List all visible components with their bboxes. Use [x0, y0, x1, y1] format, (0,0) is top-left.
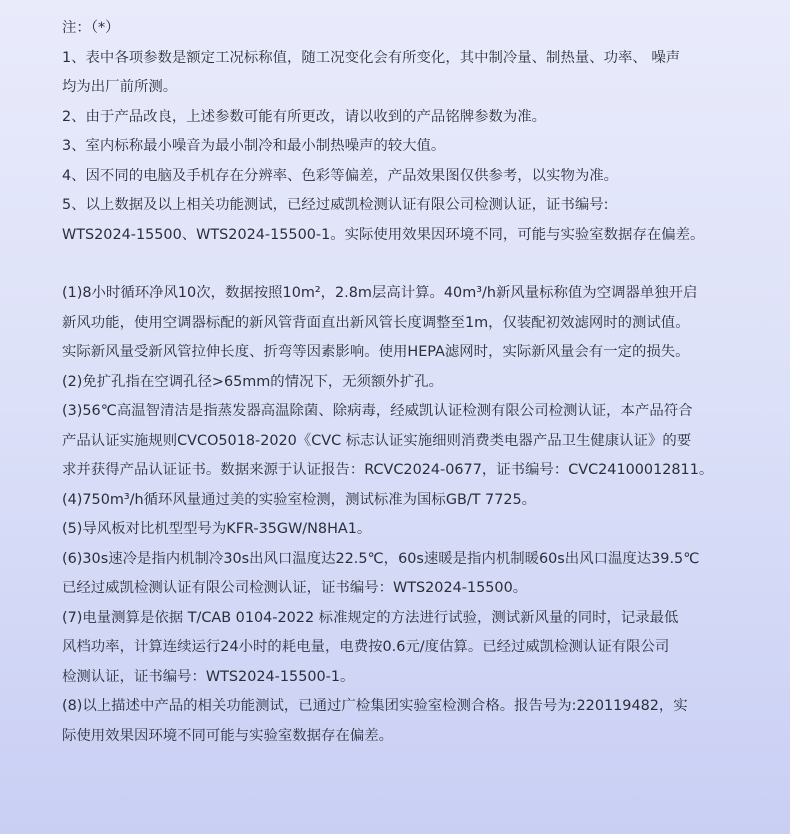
footnote-line: 求并获得产品认证证书。数据来源于认证报告：RCVC2024-0677，证书编号：CVC24100012811。: [62, 462, 714, 478]
section-spacer: [62, 250, 730, 279]
note-line: 均为出厂前所测。: [62, 79, 178, 95]
footnote-line: 产品认证实施规则CVCO5018-2020《CVC 标志认证实施细则消费类电器产品卫生健康认证》的要: [62, 432, 692, 449]
note-line: 1、表中各项参数是额定工况标称值，随工况变化会有所变化，其中制冷量、制热量、功率、 噪声: [62, 49, 681, 66]
footnote-line: 新风功能，使用空调器标配的新风管背面直出新风管长度调整至1m，仅装配初效滤网时的测试值。: [62, 314, 690, 331]
footnote-line: (6)30s速冷是指内机制冷30s出风口温度达22.5℃，60s速暖是指内机制暖60s出风口温度达39.5℃: [62, 550, 700, 567]
footnotes-list: [62, 279, 730, 751]
notes-list: [62, 44, 730, 251]
footnote-line: (4)750m³/h循环风量通过美的实验室检测，测试标准为国标GB/T 7725。: [62, 491, 537, 508]
footnote-line: 已经过威凯检测认证有限公司检测认证，证书编号：WTS2024-15500。: [62, 580, 528, 596]
footnote-line: (5)导风板对比机型型号为KFR-35GW/N8HA1。: [62, 521, 372, 537]
footnote-line: 实际新风量受新风管拉伸长度、折弯等因素影响。使用HEPA滤网时，实际新风量会有一定的损失。: [62, 344, 690, 360]
footnote-line: (2)免扩孔指在空调孔径>65mm的情况下，无须额外扩孔。: [62, 373, 443, 390]
note-line: 4、因不同的电脑及手机存在分辨率、色彩等偏差，产品效果图仅供参考，以实物为准。: [62, 167, 619, 184]
notes-heading: 注：（*）: [62, 20, 120, 36]
footnote-line: (1)8小时循环净风10次，数据按照10m²，2.8m层高计算。40m³/h新风量标称值为空调器单独开启: [62, 285, 698, 301]
footnote-line: 风档功率，计算连续运行24小时的耗电量，电费按0.6元/度估算。已经过威凯检测认证有限公司: [62, 639, 670, 655]
note-line: 5、以上数据及以上相关功能测试，已经过威凯检测认证有限公司检测认证，证书编号:: [62, 197, 609, 213]
footnote-line: 际使用效果因环境不同可能与实验室数据存在偏差。: [62, 727, 393, 744]
footnote-line: 检测认证，证书编号：WTS2024-15500-1。: [62, 668, 355, 685]
note-line: WTS2024-15500、WTS2024-15500-1。实际使用效果因环境不同，可能与实验室数据存在偏差。: [62, 226, 705, 243]
footnote-line: (7)电量测算是依据 T/CAB 0104-2022 标准规定的方法进行试验，测试新风量的同时，记录最低: [62, 609, 679, 626]
footnote-line: (3)56℃高温智清洁是指蒸发器高温除菌、除病毒，经威凯认证检测有限公司检测认证，本产品符合: [62, 403, 693, 419]
note-line: 2、由于产品改良，上述参数可能有所更改，请以收到的产品铭牌参数为准。: [62, 108, 547, 125]
footnote-line: (8)以上描述中产品的相关功能测试，已通过广检集团实验室检测合格。报告号为:220119482，实: [62, 698, 688, 714]
note-line: 3、室内标称最小噪音为最小制冷和最小制热噪声的较大值。: [62, 138, 446, 154]
